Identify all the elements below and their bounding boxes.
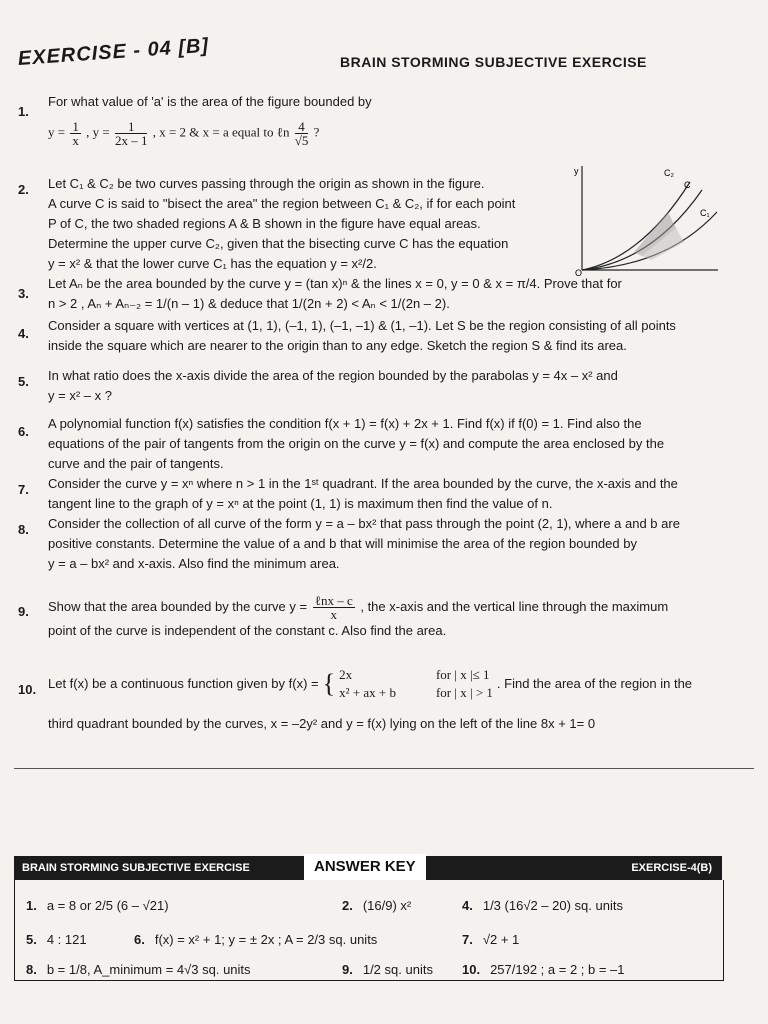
question-number: 2. xyxy=(18,182,29,197)
answer-item: 7. √2 + 1 xyxy=(462,932,520,947)
answer-item: 6. f(x) = x² + 1; y = ± 2x ; A = 2/3 sq. units xyxy=(134,932,378,947)
question-7-text: Consider the curve y = xⁿ where n > 1 in the 1ˢᵗ quadrant. If the area bounded by the curve, the x-axis and the tangent line to the graph of y = xⁿ at the point (1, 1) is maximum then find the value of n. xyxy=(48,476,678,511)
answer-key-exercise: EXERCISE-4(B) xyxy=(631,862,712,874)
question-9-text: Show that the area bounded by the curve y = $\frac{\text{ℓnx – c}}{x}$ , the x-axis and the vertical line through the maximum point of the curve is independent of the constant c. Also find the area. xyxy=(48,593,669,638)
question-number: 7. xyxy=(18,482,29,497)
curve-c-label: C xyxy=(684,180,691,190)
answer-item: 5. 4 : 121 xyxy=(26,932,87,947)
question-6-text: A polynomial function f(x) satisfies the condition f(x + 1) = f(x) + 2x + 1. Find f(x) if f(0) = 1. Find also the equations of the pair of tangents from the origin on the curve y = f(x) and compute the area enclosed by the curve and the pair of tangents. xyxy=(48,416,665,471)
question-5-text: In what ratio does the x-axis divide the area of the region bounded by the parabolas y = 4x – x² and y = x² – x ? xyxy=(48,368,618,403)
answer-item: 10. 257/192 ; a = 2 ; b = –1 xyxy=(462,962,625,977)
question-1-formula: y = $\frac{1}{x}$ , y = $\frac{1}{2x - 1}$ , x = 2 & x = a equal to ℓn $\frac{4}{√5}$ ? xyxy=(48,119,320,148)
section-title: BRAIN STORMING SUBJECTIVE EXERCISE xyxy=(340,54,647,70)
question-number: 10. xyxy=(18,682,37,697)
question-number: 5. xyxy=(18,374,29,389)
exercise-title: EXERCISE - 04 [B] xyxy=(17,34,210,70)
y-axis-label: y xyxy=(574,166,579,176)
answer-item: 4. 1/3 (16√2 – 20) sq. units xyxy=(462,898,623,913)
question-3-text: Let Aₙ be the area bounded by the curve y = (tan x)ⁿ & the lines x = 0, y = 0 & x = π/4. Prove that for n > 2 , Aₙ + Aₙ₋₂ = 1/(n – 1) & deduce that 1/(2n + 2) < Aₙ < 1/(2n – 2). xyxy=(48,276,622,311)
question-number: 4. xyxy=(18,326,29,341)
answer-key-header xyxy=(14,856,722,880)
question-number: 8. xyxy=(18,522,29,537)
answer-item: 2. (16/9) x² xyxy=(342,898,412,913)
question-10-text: Let f(x) be a continuous function given by f(x) = { 2x for | x |≤ 1 x² + ax + b for | x | > 1 . Find the area of the region in the third quadrant bounded by the curves, x = –2y² and y = f(x) lying on the left of the line 8x + 1= 0 xyxy=(48,667,693,731)
answer-item: 8. b = 1/8, A_minimum = 4√3 sq. units xyxy=(26,962,251,977)
section-divider xyxy=(14,768,754,769)
question-8-text: Consider the collection of all curve of the form y = a – bx² that pass through the point (2, 1), where a and b are positive constants. Determine the value of a and b that will minimise the area of the region bounded by y = a – bx² and x-axis. Also find the minimum area. xyxy=(48,516,680,571)
question-number: 1. xyxy=(18,104,29,119)
question-4-text: Consider a square with vertices at (1, 1), (–1, 1), (–1, –1) & (1, –1). Let S be the region consisting of all points inside the square which are nearer to the origin than to any edge. Sketch the region S & find its area. xyxy=(48,318,676,353)
answer-key-title: ANSWER KEY xyxy=(304,854,426,880)
question-number: 9. xyxy=(18,604,29,619)
question-number: 6. xyxy=(18,424,29,439)
answer-item: 9. 1/2 sq. units xyxy=(342,962,433,977)
curves-figure xyxy=(572,162,720,280)
curve-c2-label: C₂ xyxy=(664,168,674,178)
question-2-text: Let C₁ & C₂ be two curves passing through the origin as shown in the figure. A curve C is said to "bisect the area" the region between C₁ & C₂, if for each point P of C, the two shaded regions A & B shown in the figure have equal areas. Determine the upper curve C₂, given that the bisecting curve C has the equation y = x² & that the lower curve C₁ has the equation y = x²/2. xyxy=(48,176,516,271)
answer-item: 1. a = 8 or 2/5 (6 – √21) xyxy=(26,898,169,913)
answer-key-section: BRAIN STORMING SUBJECTIVE EXERCISE xyxy=(22,862,250,874)
origin-label: O xyxy=(575,268,583,278)
curve-c1-label: C₁ xyxy=(700,208,710,218)
question-number: 3. xyxy=(18,286,29,301)
question-1-line-1: For what value of 'a' is the area of the figure bounded by xyxy=(48,94,372,109)
